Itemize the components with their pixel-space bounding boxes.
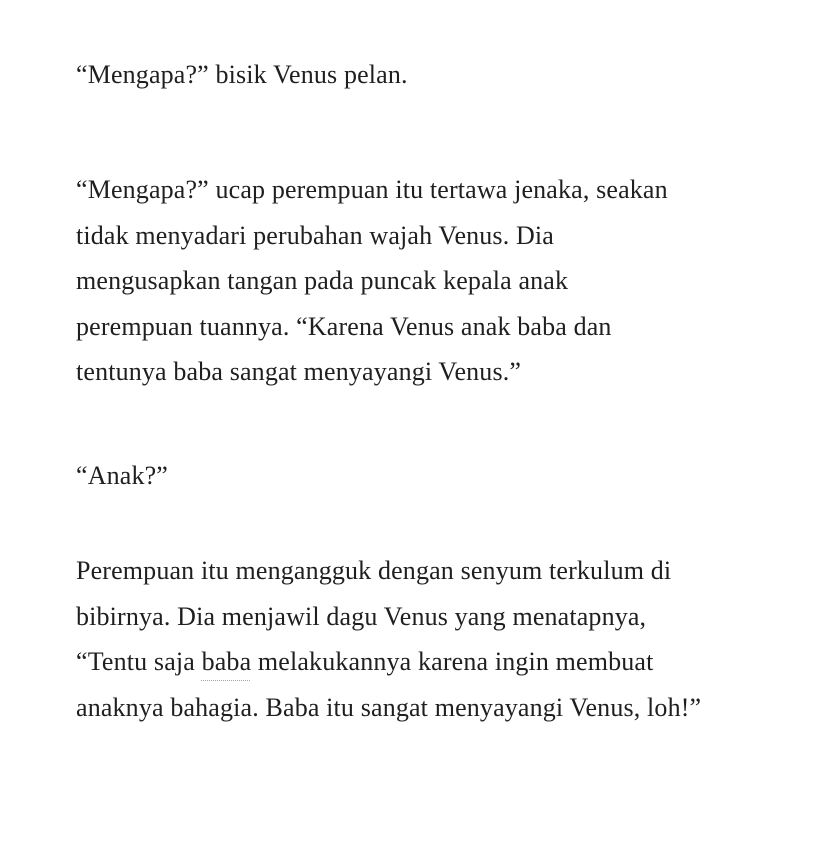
text-line: tidak menyadari perubahan wajah Venus. Dia [76, 220, 554, 250]
text-line: bibirnya. Dia menjawil dagu Venus yang menatapnya, [76, 601, 647, 631]
text-line: tentunya baba sangat menyayangi Venus.” [76, 357, 522, 386]
paragraph-2 [76, 167, 796, 395]
text-line: “Anak?” [76, 461, 168, 490]
text-segment: “Tentu saja [76, 647, 202, 676]
text-line-with-flagged-word [76, 639, 796, 685]
text-line: “Mengapa?” bisik Venus pelan. [76, 60, 408, 89]
paragraph-4 [76, 548, 796, 730]
text-line: Perempuan itu mengangguk dengan senyum terkulum di [76, 556, 672, 585]
text-line: anaknya bahagia. Baba itu sangat menyayangi Venus, loh!” [76, 692, 702, 722]
text-line: perempuan tuannya. “Karena Venus anak baba dan [76, 311, 612, 341]
paragraph-1 [76, 52, 796, 98]
text-line: “Mengapa?” ucap perempuan itu tertawa jenaka, seakan [76, 175, 668, 204]
spellcheck-flagged-word[interactable]: baba [201, 647, 252, 676]
text-line: mengusapkan tangan pada puncak kepala anak [76, 266, 569, 295]
text-segment: melakukannya karena ingin membuat [251, 647, 654, 676]
paragraph-3 [76, 453, 796, 499]
